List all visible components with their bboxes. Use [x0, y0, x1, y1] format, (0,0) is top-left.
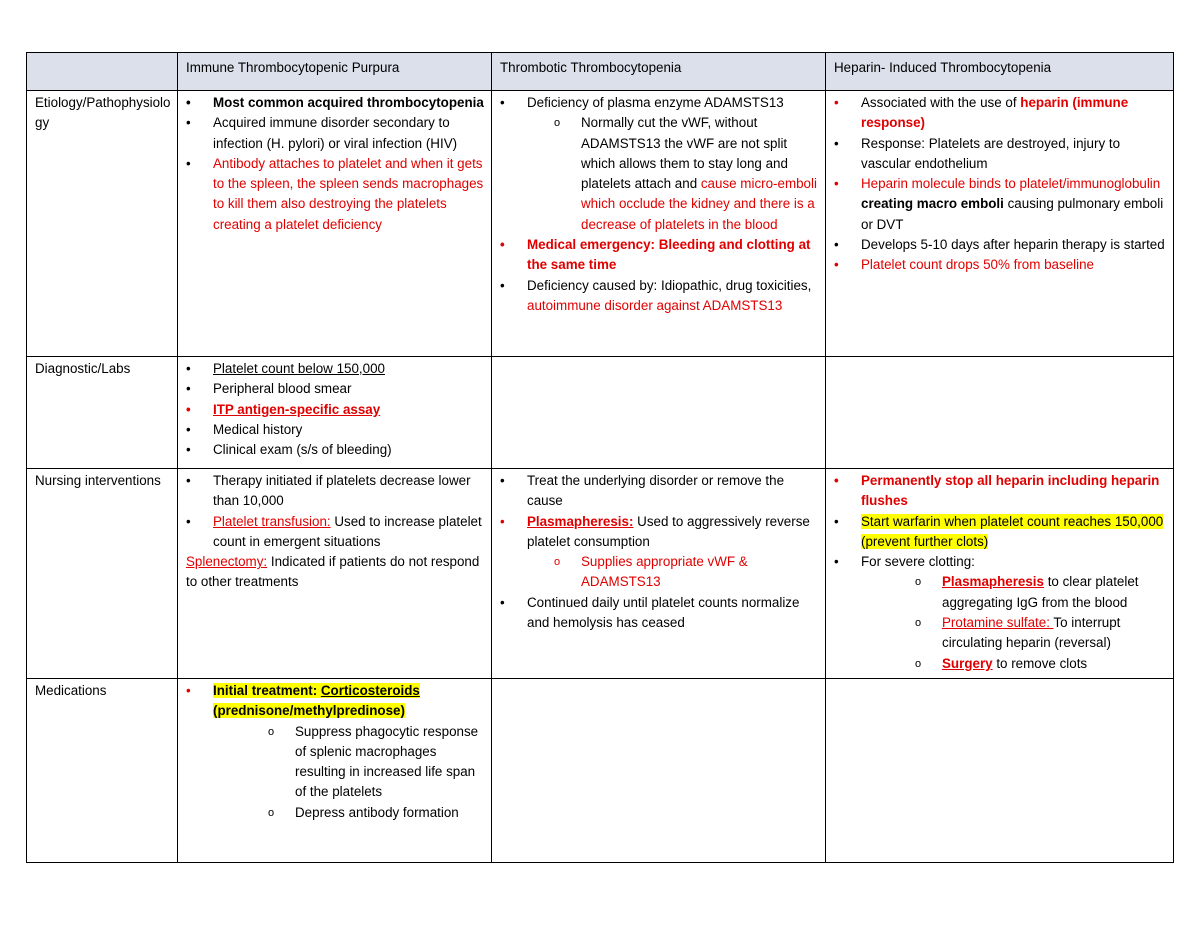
sub-list-item — [915, 613, 1167, 654]
paragraph-text: Indicated if patients do not respond to other treatments — [186, 554, 480, 590]
list-item-text: causing pulmonary emboli or DVT — [861, 196, 1164, 232]
row-etiology — [27, 91, 1174, 357]
sub-item-text: to clear platelet aggregating IgG from the blood — [942, 574, 1139, 610]
list-item-emphasis: Platelet transfusion: — [213, 513, 331, 529]
row-label-medications: Medications — [27, 678, 178, 862]
sub-list-item: o Supplies appropriate vWF & ADAMSTS13 — [554, 552, 819, 593]
sub-item-emphasis: Protamine sulfate: — [942, 615, 1054, 631]
sub-list-item — [915, 654, 1167, 674]
list-item: • Most common acquired thrombocytopenia — [186, 93, 485, 113]
sub-item-text: To interrupt circulating heparin (reversal) — [942, 615, 1121, 651]
cell-medications-itp — [178, 678, 492, 862]
list-item-text: Used to aggressively reverse platelet consumption — [527, 513, 810, 549]
row-label-etiology: Etiology/Pathophysiology — [27, 91, 178, 357]
list-item — [500, 276, 819, 317]
list-item-text: Deficiency of plasma enzyme ADAMSTS13 — [527, 95, 784, 110]
header-itp: Immune Thrombocytopenic Purpura — [178, 53, 492, 91]
paragraph-emphasis: Splenectomy: — [186, 554, 268, 570]
sub-item-emphasis: Surgery — [942, 655, 993, 671]
header-row — [27, 53, 1174, 91]
highlighted-text: Initial treatment: — [213, 682, 321, 698]
list-item — [500, 93, 819, 235]
list-item-emphasis: autoimmune disorder against ADAMSTS13 — [527, 297, 783, 313]
list-item: • Clinical exam (s/s of bleeding) — [186, 440, 485, 460]
header-empty-cell — [27, 53, 178, 91]
header-ttp: Thrombotic Thrombocytopenia — [492, 53, 826, 91]
cell-etiology-itp — [178, 91, 492, 357]
sub-list-item: o Depress antibody formation — [268, 803, 485, 823]
list-item: • Therapy initiated if platelets decrease lower than 10,000 — [186, 471, 485, 512]
list-item — [834, 174, 1167, 235]
list-item-text: Used to increase platelet count in emergent situations — [213, 513, 482, 549]
list-item — [834, 552, 1167, 674]
list-item — [834, 93, 1167, 134]
list-item: • Medical history — [186, 420, 485, 440]
sub-item-text: Normally cut the vWF, without ADAMSTS13 the vWF are not split which allows them to stay long and platelets attach and — [581, 115, 788, 192]
list-item: • Acquired immune disorder secondary to infection (H. pylori) or viral infection (HIV) — [186, 113, 485, 154]
row-nursing — [27, 469, 1174, 679]
highlighted-text: Start warfarin when platelet count reaches 150,000 (prevent further clots) — [861, 513, 1164, 549]
paragraph — [186, 552, 485, 593]
cell-nursing-ttp — [492, 469, 826, 679]
row-label-nursing: Nursing interventions — [27, 469, 178, 679]
cell-medications-hit — [826, 678, 1174, 862]
list-item-text: Associated with the use of — [861, 95, 1021, 110]
sub-list-item — [915, 572, 1167, 613]
cell-diagnostic-itp — [178, 357, 492, 469]
list-item: • Peripheral blood smear — [186, 379, 485, 399]
cell-etiology-ttp — [492, 91, 826, 357]
list-item — [500, 512, 819, 593]
row-diagnostic — [27, 357, 1174, 469]
sub-item-emphasis: cause micro-emboli which occlude the kidney and there is a decrease of platelets in the blood — [581, 176, 817, 232]
highlighted-emphasis: Corticosteroids — [320, 682, 420, 698]
cell-diagnostic-hit — [826, 357, 1174, 469]
cell-nursing-itp — [178, 469, 492, 679]
row-medications — [27, 678, 1174, 862]
highlighted-text: (prednisone/methylpredinose) — [213, 703, 405, 719]
list-item: • Platelet count drops 50% from baseline — [834, 255, 1167, 275]
list-item — [834, 512, 1167, 553]
list-item: • Response: Platelets are destroyed, injury to vascular endothelium — [834, 134, 1167, 175]
list-item: • Platelet count below 150,000 — [186, 359, 485, 379]
header-hit: Heparin- Induced Thrombocytopenia — [826, 53, 1174, 91]
sub-item-text: to remove clots — [992, 655, 1088, 671]
sub-list-item — [554, 113, 819, 235]
list-item: • ITP antigen-specific assay — [186, 400, 485, 420]
list-item: • Treat the underlying disorder or remove the cause — [500, 471, 819, 512]
cell-nursing-hit — [826, 469, 1174, 679]
list-item — [186, 512, 485, 553]
cell-etiology-hit — [826, 91, 1174, 357]
list-item-text: Deficiency caused by: Idiopathic, drug toxicities, — [527, 277, 812, 293]
list-item-emphasis: Plasmapheresis: — [527, 513, 634, 529]
cell-medications-ttp — [492, 678, 826, 862]
list-item-emphasis: heparin (immune response) — [861, 95, 1129, 131]
list-item: • Continued daily until platelet counts normalize and hemolysis has ceased — [500, 593, 819, 634]
list-item: • Permanently stop all heparin including heparin flushes — [834, 471, 1167, 512]
list-item-text: For severe clotting: — [861, 554, 975, 570]
list-item-bold: creating macro emboli — [861, 196, 1004, 212]
list-item: • Antibody attaches to platelet and when it gets to the spleen, the spleen sends macrophages to kill them also destroying the platelets creating a platelet deficiency — [186, 154, 485, 235]
list-item-emphasis: Heparin molecule binds to platelet/immunoglobulin — [861, 176, 1161, 192]
list-item: • Medical emergency: Bleeding and clotting at the same time — [500, 235, 819, 276]
row-label-diagnostic: Diagnostic/Labs — [27, 357, 178, 469]
comparison-table — [26, 52, 1174, 863]
sub-list-item: o Suppress phagocytic response of splenic macrophages resulting in increased life span of the platelets — [268, 722, 485, 803]
list-item — [186, 681, 485, 823]
list-item: • Develops 5-10 days after heparin therapy is started — [834, 235, 1167, 255]
sub-item-emphasis: Plasmapheresis — [942, 574, 1044, 590]
cell-diagnostic-ttp — [492, 357, 826, 469]
